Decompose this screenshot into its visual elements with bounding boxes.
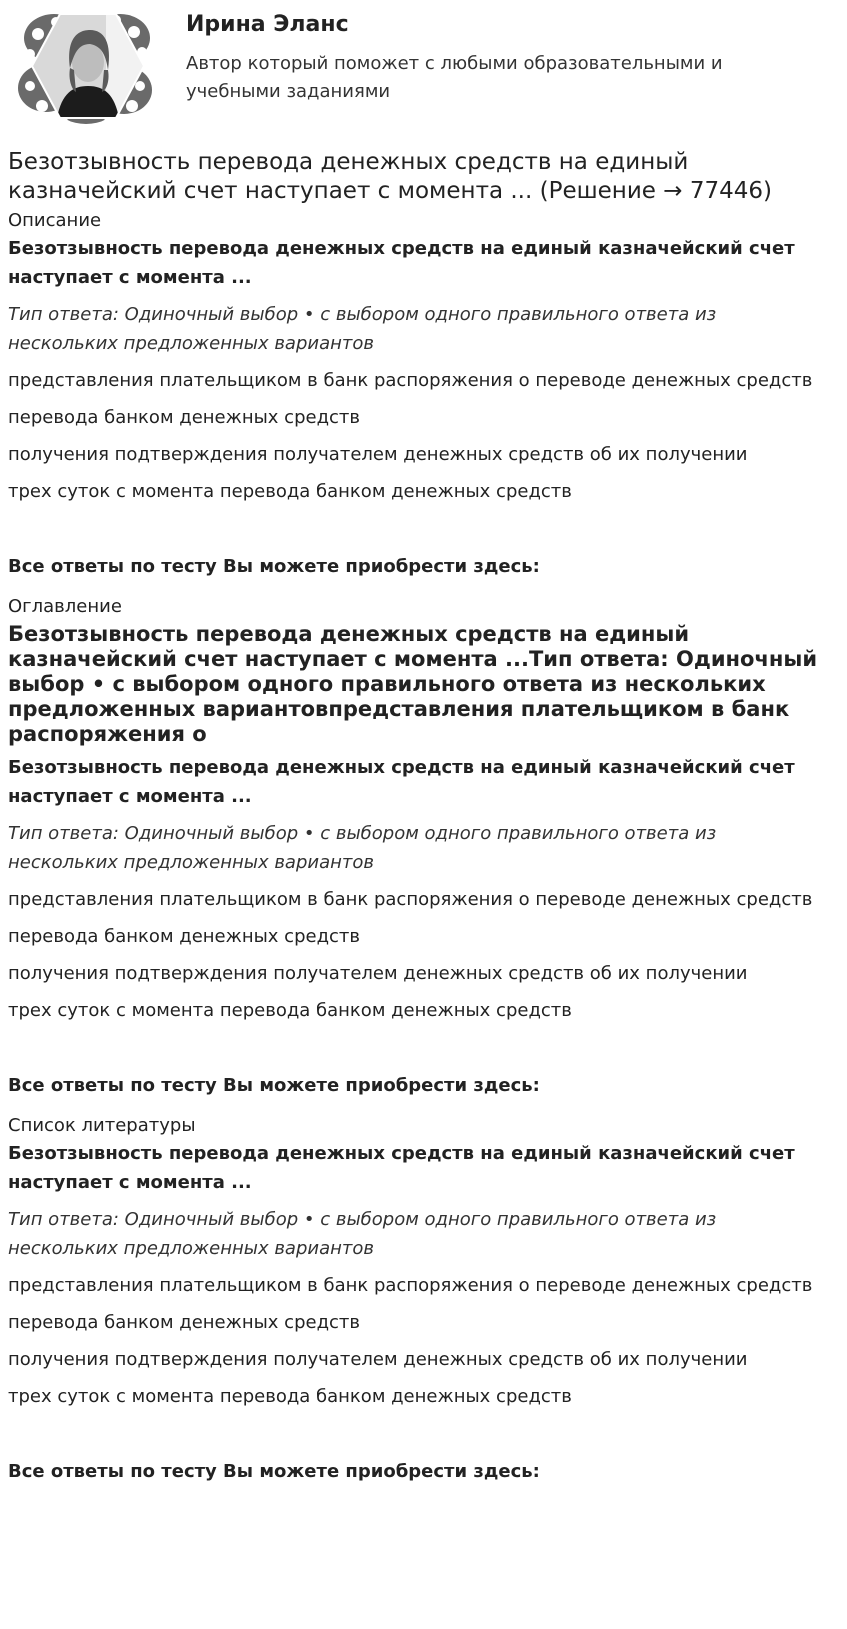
section-label-literature: Список литературы: [8, 1115, 196, 1136]
answer-option: представления плательщиком в банк распоряжения о переводе денежных средств: [8, 889, 813, 910]
author-avatar: [16, 8, 156, 124]
answer-option: представления плательщиком в банк распоряжения о переводе денежных средств: [8, 1275, 813, 1296]
question-type: Тип ответа: Одиночный выбор • с выбором одного правильного ответа из нескольких предложенных вариантов: [8, 1209, 717, 1259]
question-type: Тип ответа: Одиночный выбор • с выбором одного правильного ответа из нескольких предложенных вариантов: [8, 823, 717, 873]
buy-answers-text: Все ответы по тесту Вы можете приобрести здесь:: [8, 1461, 540, 1482]
answer-option: получения подтверждения получателем денежных средств об их получении: [8, 444, 748, 465]
toc-heading: Безотзывность перевода денежных средств на единый казначейский счет наступает с момента ...Тип ответа: Одиночный выбор • с выбором одного правильного ответа из нескольких предложенных вариантовпредставления плательщиком в банк распоряжения о: [8, 622, 818, 746]
question-text: Безотзывность перевода денежных средств на единый казначейский счет наступает с момента ...: [8, 238, 795, 288]
answer-option: перевода банком денежных средств: [8, 407, 361, 428]
page-title: Безотзывность перевода денежных средств на единый казначейский счет наступает с момента ... (Решение → 77446): [8, 149, 772, 204]
section-label-toc: Оглавление: [8, 596, 122, 617]
author-name[interactable]: Ирина Эланс: [186, 12, 349, 37]
answer-option: трех суток с момента перевода банком денежных средств: [8, 481, 572, 502]
section-label-description: Описание: [8, 210, 102, 231]
answer-option: получения подтверждения получателем денежных средств об их получении: [8, 963, 748, 984]
author-description: Автор который поможет с любыми образовательными и учебными заданиями: [186, 53, 723, 102]
author-header: [8, 0, 839, 130]
question-text: Безотзывность перевода денежных средств на единый казначейский счет наступает с момента ...: [8, 1143, 795, 1193]
buy-answers-text: Все ответы по тесту Вы можете приобрести здесь:: [8, 556, 540, 577]
answer-option: трех суток с момента перевода банком денежных средств: [8, 1386, 572, 1407]
question-type: Тип ответа: Одиночный выбор • с выбором одного правильного ответа из нескольких предложенных вариантов: [8, 304, 717, 354]
question-text: Безотзывность перевода денежных средств на единый казначейский счет наступает с момента ...: [8, 757, 795, 807]
buy-answers-text: Все ответы по тесту Вы можете приобрести здесь:: [8, 1075, 540, 1096]
answer-option: трех суток с момента перевода банком денежных средств: [8, 1000, 572, 1021]
answer-option: перевода банком денежных средств: [8, 1312, 361, 1333]
answer-option: получения подтверждения получателем денежных средств об их получении: [8, 1349, 748, 1370]
answer-option: представления плательщиком в банк распоряжения о переводе денежных средств: [8, 370, 813, 391]
answer-option: перевода банком денежных средств: [8, 926, 361, 947]
